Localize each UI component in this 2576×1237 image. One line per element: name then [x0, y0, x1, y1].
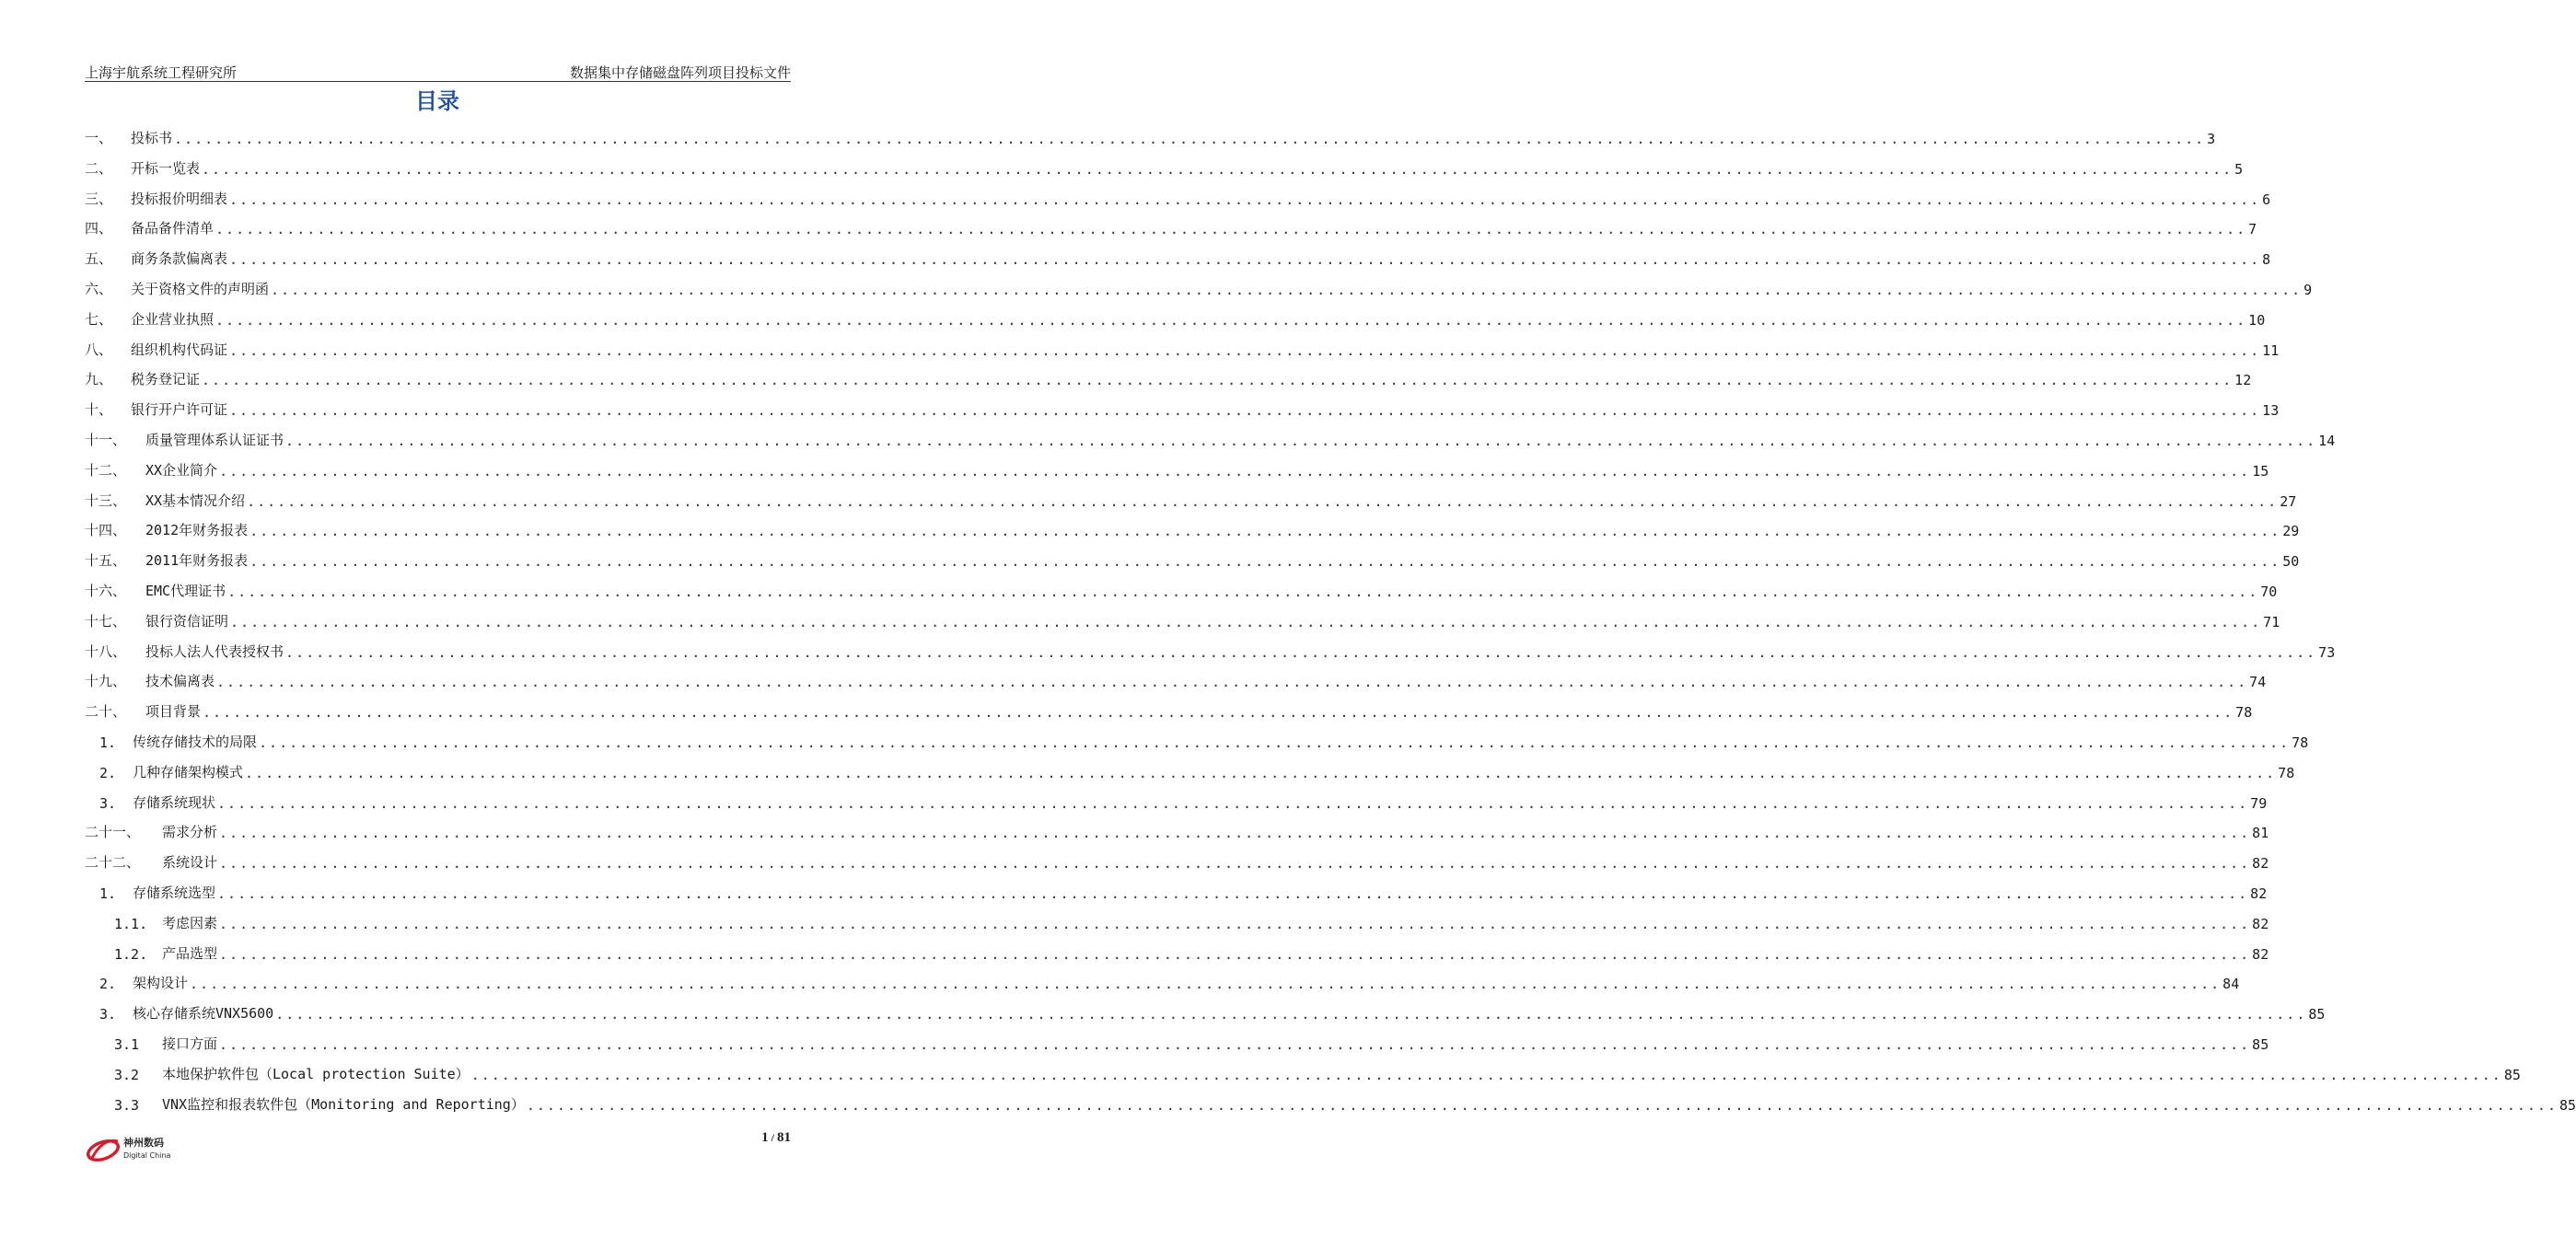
toc-leader-dots: ........................................................................................................................................................................................................ — [229, 191, 2261, 208]
toc-entry-label: 投标报价明细表 — [131, 190, 228, 207]
toc-leader-dots: ........................................................................................................................................................................................................ — [219, 462, 2251, 480]
toc-leader-dots: ........................................................................................................................................................................................................ — [202, 160, 2234, 178]
toc-entry-label: 2012年财务报表 — [145, 522, 249, 539]
toc-leader-dots: ........................................................................................................................................................................................................ — [216, 674, 2248, 691]
toc-entry[interactable] — [85, 1090, 2576, 1114]
toc-entry-label: 2011年财务报表 — [145, 552, 249, 570]
toc-entry-page: 13 — [2262, 402, 2280, 420]
toc-entry-page: 3 — [2207, 131, 2216, 147]
toc-entry[interactable] — [85, 1029, 2269, 1053]
toc-entry-label: XX企业简介 — [145, 461, 218, 479]
page-current: 1 — [761, 1130, 769, 1145]
toc-entry-number: 二、 — [85, 159, 113, 177]
toc-entry[interactable] — [85, 335, 2280, 359]
toc-entry-number: 二十、 — [85, 703, 127, 721]
toc-leader-dots: ........................................................................................................................................................................................................ — [229, 341, 2261, 359]
toc-entry-number: 十九、 — [85, 673, 127, 690]
toc-entry-number: 七、 — [85, 310, 113, 328]
toc-leader-dots: ........................................................................................................................................................................................................ — [259, 734, 2291, 751]
toc-entry-label: 备品备件清单 — [131, 220, 215, 237]
digital-china-logo — [85, 1130, 186, 1167]
page-header — [85, 61, 791, 81]
toc-entry-number: 八、 — [85, 341, 113, 358]
toc-entry-label: VNX监控和报表软件包（Monitoring and Reporting） — [162, 1095, 525, 1113]
toc-entry-page: 84 — [2222, 976, 2240, 993]
toc-entry-number: 三、 — [85, 190, 113, 207]
toc-leader-dots: ........................................................................................................................................................................................................ — [227, 584, 2259, 600]
toc-leader-dots: ........................................................................................................................................................................................................ — [174, 131, 2206, 147]
toc-leader-dots: ........................................................................................................................................................................................................ — [245, 764, 2277, 781]
toc-entry[interactable] — [85, 878, 2268, 902]
toc-entry-page: 71 — [2263, 613, 2280, 630]
toc-entry-number: 2. — [99, 764, 117, 781]
toc-entry-page: 78 — [2278, 764, 2295, 781]
toc-leader-dots: ........................................................................................................................................................................................................ — [285, 433, 2317, 449]
toc-entry-label: 关于资格文件的声明函 — [131, 281, 270, 297]
toc-entry-number: 十七、 — [85, 612, 127, 630]
toc-leader-dots: ........................................................................................................................................................................................................ — [249, 523, 2281, 540]
toc-entry-number: 1.2. — [114, 945, 148, 963]
header-doc-title: 数据集中存储磁盘阵列项目投标文件 — [569, 64, 791, 81]
toc-entry-label: 税务登记证 — [131, 371, 201, 388]
toc-entry-label: 投标人法人代表授权书 — [145, 642, 284, 660]
toc-entry-page: 79 — [2250, 794, 2268, 812]
toc-entry-number: 十六、 — [85, 583, 127, 599]
toc-entry-page: 14 — [2318, 433, 2336, 449]
toc-entry-page: 85 — [2308, 1006, 2326, 1023]
toc-entry-label: 商务条款偏离表 — [131, 250, 228, 268]
toc-leader-dots: ........................................................................................................................................................................................................ — [219, 915, 2251, 932]
toc-entry-page: 9 — [2303, 282, 2313, 298]
toc-leader-dots: ........................................................................................................................................................................................................ — [285, 643, 2317, 661]
toc-leader-dots: ........................................................................................................................................................................................................ — [203, 704, 2234, 722]
page-total: 81 — [777, 1130, 791, 1145]
toc-entry-page: 5 — [2234, 160, 2244, 178]
toc-entry-page: 15 — [2252, 462, 2269, 480]
toc-entry[interactable] — [85, 515, 2300, 540]
toc-entry-page: 82 — [2252, 855, 2269, 873]
toc-entry-page: 7 — [2248, 221, 2257, 238]
toc-entry-number: 五、 — [85, 250, 113, 268]
header-rule — [85, 81, 791, 82]
toc-leader-dots: ........................................................................................................................................................................................................ — [217, 885, 2249, 902]
toc-entry-page: 27 — [2280, 492, 2297, 510]
toc-leader-dots: ........................................................................................................................................................................................................ — [219, 1036, 2251, 1053]
logo-text-en: Digital China — [123, 1151, 171, 1160]
toc-entry-number: 2. — [99, 976, 117, 993]
toc-entry[interactable] — [85, 274, 2313, 298]
toc-entry[interactable] — [85, 757, 2295, 781]
toc-entry[interactable] — [85, 637, 2336, 661]
toc-entry-number: 九、 — [85, 371, 113, 388]
toc-entry-page: 74 — [2249, 674, 2267, 691]
toc-entry-number: 3. — [99, 1006, 117, 1023]
toc-leader-dots: ........................................................................................................................................................................................................ — [217, 794, 2249, 812]
toc-leader-dots: ........................................................................................................................................................................................................ — [190, 976, 2222, 993]
toc-title: 目录 — [415, 88, 459, 114]
toc-entry[interactable] — [85, 968, 2240, 993]
toc-entry-page: 82 — [2252, 915, 2269, 932]
toc-entry-number: 一、 — [85, 130, 113, 146]
toc-entry[interactable] — [85, 908, 2269, 932]
toc-entry-number: 1. — [99, 885, 117, 902]
toc-entry-label: 产品选型 — [162, 944, 218, 962]
toc-entry[interactable] — [85, 456, 2269, 480]
toc-entry-number: 1.1. — [114, 915, 148, 932]
toc-entry-label: 存储系统现状 — [133, 793, 216, 811]
logo-text-cn: 神州数码 — [123, 1137, 164, 1149]
toc-entry[interactable] — [85, 184, 2271, 208]
toc-entry-page: 11 — [2262, 341, 2280, 359]
toc-entry-label: 银行资信证明 — [145, 612, 229, 630]
toc-leader-dots: ........................................................................................................................................................................................................ — [271, 282, 2303, 298]
toc-entry-label: 系统设计 — [162, 854, 218, 872]
toc-entry[interactable] — [85, 697, 2253, 722]
toc-entry[interactable] — [85, 425, 2336, 449]
toc-entry-page: 81 — [2252, 825, 2269, 842]
toc-entry[interactable] — [85, 214, 2257, 238]
toc-entry-number: 二十一、 — [85, 824, 141, 841]
toc-entry-page: 78 — [2235, 704, 2253, 722]
toc-entry[interactable] — [85, 154, 2244, 178]
toc-entry-label: EMC代理证书 — [145, 583, 226, 599]
toc-entry-number: 3.2 — [114, 1066, 140, 1083]
toc-entry[interactable] — [85, 939, 2269, 963]
toc-entry-number: 十、 — [85, 401, 113, 419]
toc-leader-dots: ........................................................................................................................................................................................................ — [202, 372, 2234, 389]
toc-entry-label: 存储系统选型 — [133, 884, 216, 901]
toc-entry-page: 82 — [2252, 945, 2269, 963]
toc-entry-label: 技术偏离表 — [145, 673, 215, 690]
toc-entry[interactable] — [85, 123, 2216, 147]
toc-entry-page: 85 — [2252, 1036, 2269, 1053]
toc-entry-label: 核心存储系统VNX5600 — [133, 1005, 274, 1023]
toc-entry[interactable] — [85, 395, 2280, 420]
toc-entry[interactable] — [85, 486, 2297, 510]
toc-entry-label: 银行开户许可证 — [131, 401, 228, 419]
toc-entry-number: 3.1 — [114, 1036, 140, 1053]
toc-entry-label: 质量管理体系认证证书 — [145, 432, 284, 448]
header-org: 上海宇航系统工程研究所 — [85, 64, 238, 81]
toc-entry[interactable] — [85, 999, 2326, 1023]
toc-leader-dots: ........................................................................................................................................................................................................ — [275, 1006, 2307, 1023]
toc-entry[interactable] — [85, 244, 2271, 269]
toc-entry-page: 29 — [2282, 523, 2300, 540]
toc-entry-label: 接口方面 — [162, 1035, 218, 1052]
toc-entry-number: 1. — [99, 734, 117, 751]
toc-leader-dots: ........................................................................................................................................................................................................ — [470, 1066, 2502, 1083]
toc-entry-label: 组织机构代码证 — [131, 341, 228, 358]
toc-entry-number: 十五、 — [85, 552, 127, 570]
toc-entry-label: 传统存储技术的局限 — [133, 734, 258, 750]
toc-entry-number: 十八、 — [85, 642, 127, 660]
toc-entry-number: 四、 — [85, 220, 113, 237]
toc-leader-dots: ........................................................................................................................................................................................................ — [229, 402, 2261, 420]
toc-entry-number: 十一、 — [85, 432, 127, 448]
toc-entry-label: 投标书 — [131, 130, 173, 146]
toc-entry[interactable] — [85, 848, 2269, 873]
toc-entry[interactable] — [85, 364, 2252, 389]
toc-entry-label: 本地保护软件包（Local protection Suite） — [162, 1065, 470, 1082]
toc-entry-page: 70 — [2260, 584, 2278, 600]
toc-entry-page: 78 — [2292, 734, 2309, 751]
toc-entry-label: 几种存储架构模式 — [133, 763, 244, 780]
toc-entry-number: 十四、 — [85, 522, 127, 539]
toc-leader-dots: ........................................................................................................................................................................................................ — [219, 825, 2251, 842]
toc-entry[interactable] — [85, 727, 2309, 751]
toc-entry-number: 六、 — [85, 281, 113, 297]
toc-entry-page: 73 — [2318, 643, 2336, 661]
toc-entry-page: 85 — [2559, 1096, 2576, 1114]
toc-entry-number: 二十二、 — [85, 854, 141, 872]
toc-entry-page: 50 — [2282, 553, 2300, 571]
toc-entry[interactable] — [85, 305, 2266, 329]
toc-leader-dots: ........................................................................................................................................................................................................ — [247, 492, 2279, 510]
toc-leader-dots: ........................................................................................................................................................................................................ — [215, 311, 2247, 329]
toc-entry[interactable] — [85, 788, 2268, 812]
toc-entry-label: 开标一览表 — [131, 159, 201, 177]
toc-leader-dots: ........................................................................................................................................................................................................ — [249, 553, 2281, 571]
page-number: 1 / 81 — [761, 1130, 791, 1145]
toc-entry-page: 10 — [2248, 311, 2266, 329]
toc-entry-page: 8 — [2262, 251, 2271, 269]
toc-entry[interactable] — [85, 576, 2278, 600]
toc-entry-page: 6 — [2262, 191, 2271, 208]
toc-entry-page: 12 — [2234, 372, 2252, 389]
toc-leader-dots: ........................................................................................................................................................................................................ — [526, 1096, 2558, 1114]
toc-entry[interactable] — [85, 666, 2267, 691]
toc-entry-page: 85 — [2503, 1066, 2521, 1083]
toc-entry[interactable] — [85, 817, 2269, 842]
toc-entry-number: 3.3 — [114, 1096, 140, 1114]
toc-leader-dots: ........................................................................................................................................................................................................ — [219, 855, 2251, 873]
toc-entry-label: 企业营业执照 — [131, 310, 215, 328]
toc-entry[interactable] — [85, 1059, 2521, 1083]
toc-entry-number: 十三、 — [85, 491, 127, 509]
toc-leader-dots: ........................................................................................................................................................................................................ — [215, 221, 2247, 238]
toc-entry-label: 架构设计 — [133, 975, 189, 992]
toc-leader-dots: ........................................................................................................................................................................................................ — [230, 613, 2262, 630]
toc-entry-page: 82 — [2250, 885, 2268, 902]
toc-entry-label: 需求分析 — [162, 824, 218, 841]
toc-entry-label: XX基本情况介绍 — [145, 491, 246, 509]
toc-entry[interactable] — [85, 607, 2280, 630]
toc-leader-dots: ........................................................................................................................................................................................................ — [229, 251, 2261, 269]
toc-entry-number: 十二、 — [85, 461, 127, 479]
toc-entry-number: 3. — [99, 794, 117, 812]
toc-leader-dots: ........................................................................................................................................................................................................ — [219, 945, 2251, 963]
toc-entry-label: 项目背景 — [145, 703, 202, 721]
toc-entry-label: 考虑因素 — [162, 914, 218, 931]
toc-entry[interactable] — [85, 546, 2300, 571]
